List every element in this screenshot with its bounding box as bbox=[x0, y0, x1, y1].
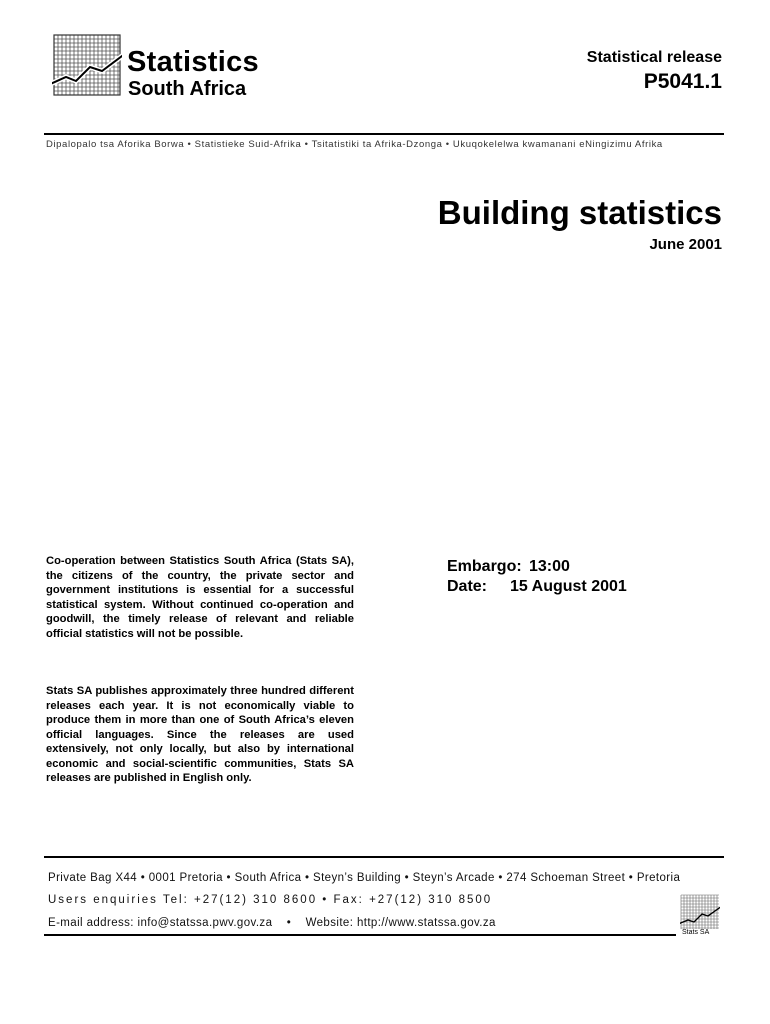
embargo-date: 15 August 2001 bbox=[510, 578, 627, 595]
footer-bottom-divider bbox=[44, 934, 676, 936]
footer-divider bbox=[44, 856, 724, 858]
stats-sa-mini-logo-icon bbox=[680, 894, 720, 930]
email-link[interactable]: info@statssa.pwv.gov.za bbox=[137, 917, 273, 929]
embargo-row bbox=[447, 557, 627, 577]
footer-phones: Users enquiries Tel: +27(12) 310 8600 • Fax: +27(12) 310 8500 bbox=[48, 894, 493, 906]
footer-contact bbox=[48, 917, 496, 929]
cooperation-paragraph: Co-operation between Statistics South Africa (Stats SA), the citizens of the country, the private sector and government institutions is essential for a successful statistical system. Without continued co-operation and goodwill, the timely release of relevant and reliable official statistics will not be possible. bbox=[46, 555, 354, 640]
document-title: Building statistics bbox=[437, 194, 722, 231]
logo-wordmark-statistics: Statistics bbox=[127, 46, 259, 78]
footer-separator: • bbox=[286, 917, 292, 929]
footer-address: Private Bag X44 • 0001 Pretoria • South Africa • Steyn’s Building • Steyn’s Arcade • 274 Schoeman Street • Pretoria bbox=[48, 872, 681, 884]
document-date: June 2001 bbox=[649, 236, 722, 253]
release-label: Statistical release bbox=[586, 49, 722, 66]
mini-logo-label: Stats SA bbox=[682, 929, 710, 936]
release-code: P5041.1 bbox=[643, 70, 722, 93]
date-label: Date: bbox=[447, 578, 488, 595]
email-label: E-mail address: bbox=[48, 917, 134, 929]
embargo-label: Embargo: bbox=[447, 558, 522, 575]
releases-paragraph: Stats SA publishes approximately three hundred different releases each year. It is not economically viable to produce them in more than one of South Africa’s eleven official languages. Since the releases are used extensively, not only locally, but also by international economic and social-scientific communities, Stats SA releases are published in English only. bbox=[46, 685, 354, 784]
header-divider bbox=[44, 133, 724, 135]
stats-sa-logo-icon bbox=[52, 33, 122, 97]
embargo-time: 13:00 bbox=[529, 558, 570, 575]
embargo-block bbox=[447, 557, 627, 597]
languages-line: Dipalopalo tsa Aforika Borwa • Statistieke Suid-Afrika • Tsitatistiki ta Afrika-Dzonga • Ukuqokelelwa kwamanani eNingizimu Afrika bbox=[46, 139, 663, 150]
logo-wordmark-south-africa: South Africa bbox=[128, 78, 247, 100]
website-label: Website: bbox=[305, 917, 354, 929]
website-link[interactable]: http://www.statssa.gov.za bbox=[356, 917, 496, 929]
date-row bbox=[447, 577, 627, 597]
